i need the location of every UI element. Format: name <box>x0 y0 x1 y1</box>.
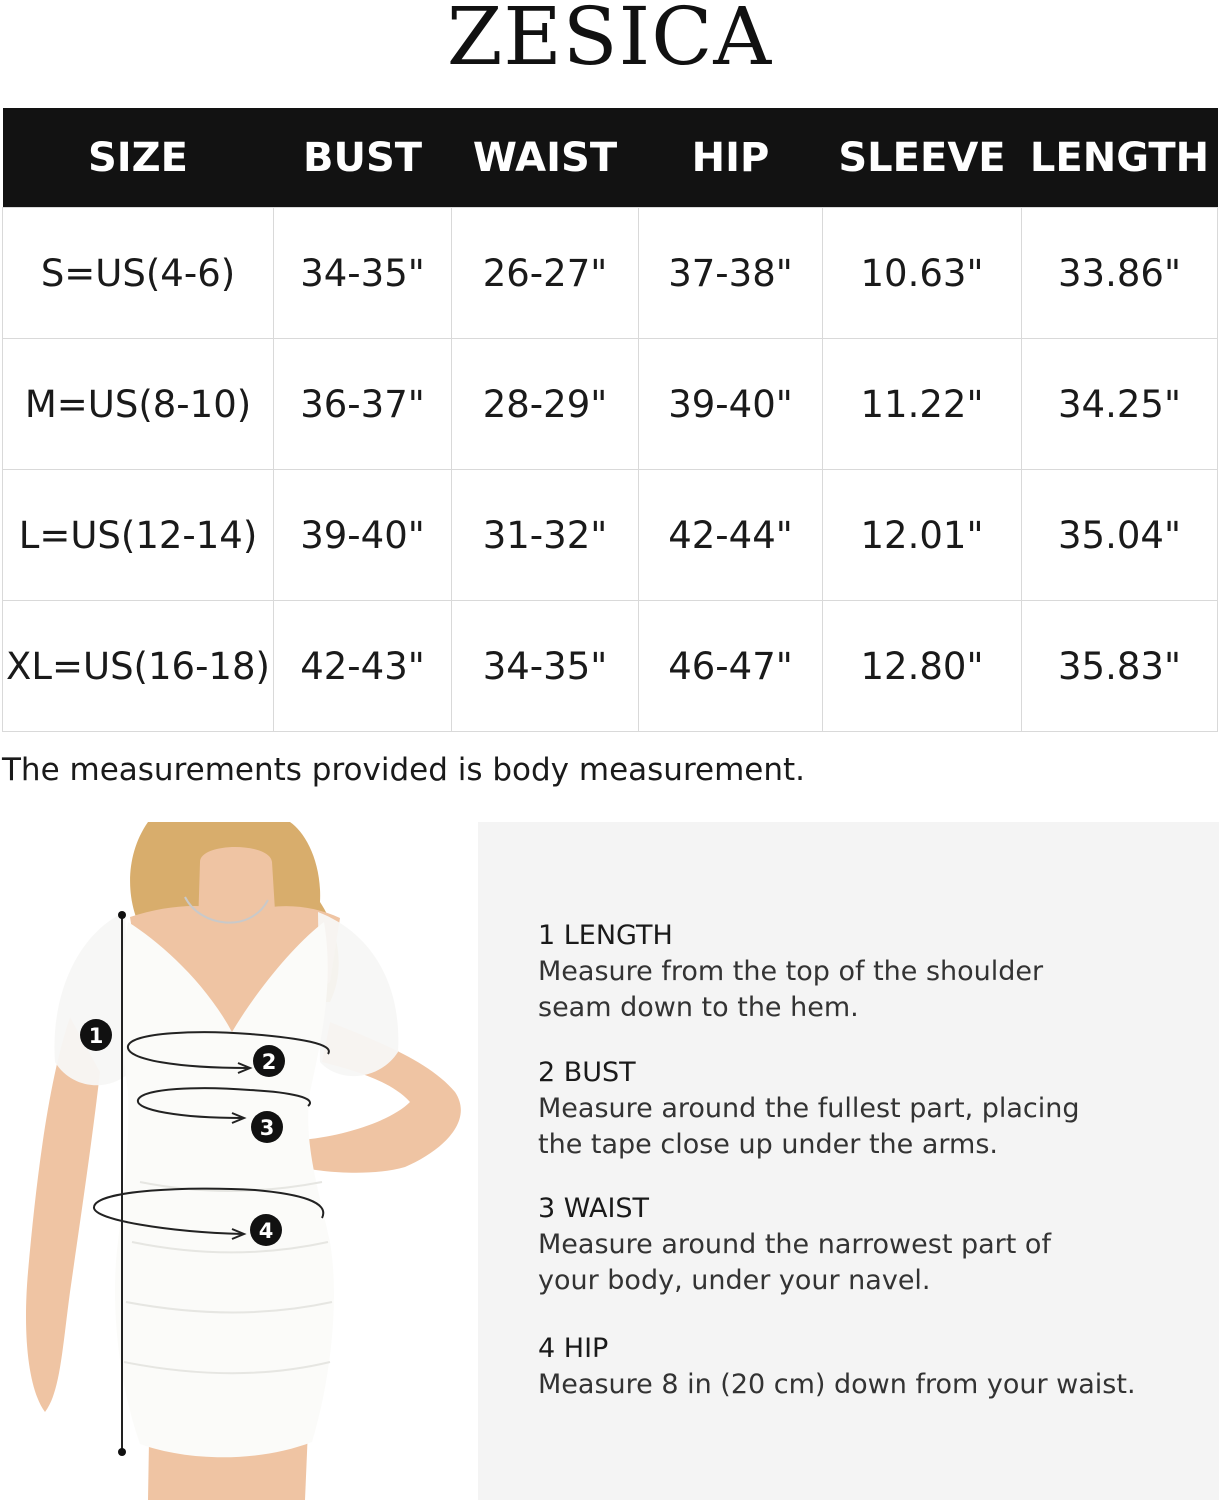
waist-cell: 34-35" <box>452 601 639 732</box>
header-size: SIZE <box>3 108 274 208</box>
marker-1 <box>80 1019 112 1051</box>
bust-cell: 42-43" <box>274 601 452 732</box>
marker-2-label: 2 <box>261 1050 277 1074</box>
hip-cell: 37-38" <box>639 208 823 339</box>
guide-hip-title: 4 HIP <box>538 1333 609 1364</box>
hip-cell: 39-40" <box>639 339 823 470</box>
size-chart-table <box>2 108 1218 732</box>
sleeve-cell: 10.63" <box>823 208 1022 339</box>
guide-hip-line1: Measure 8 in (20 cm) down from your waist. <box>538 1369 1136 1400</box>
header-length: LENGTH <box>1022 108 1218 208</box>
measurement-note: The measurements provided is body measurement. <box>2 752 806 788</box>
length-top-dot <box>118 911 126 919</box>
table-row <box>3 208 1218 339</box>
table-row <box>3 601 1218 732</box>
guide-bust <box>538 1055 1178 1163</box>
bust-cell: 39-40" <box>274 470 452 601</box>
guide-hip <box>538 1331 1178 1403</box>
guide-waist-line2: your body, under your navel. <box>538 1265 931 1296</box>
header-waist: WAIST <box>452 108 639 208</box>
guide-bust-title: 2 BUST <box>538 1057 636 1088</box>
table-row <box>3 339 1218 470</box>
bust-cell: 36-37" <box>274 339 452 470</box>
brand-logo: ZESICA <box>446 0 773 83</box>
hip-cell: 42-44" <box>639 470 823 601</box>
waist-cell: 26-27" <box>452 208 639 339</box>
length-bottom-dot <box>118 1448 126 1456</box>
size-cell: L=US(12-14) <box>3 470 274 601</box>
header-bust: BUST <box>274 108 452 208</box>
marker-3-label: 3 <box>259 1116 275 1140</box>
guide-bust-line1: Measure around the fullest part, placing <box>538 1093 1080 1124</box>
sleeve-cell: 12.01" <box>823 470 1022 601</box>
length-cell: 35.83" <box>1022 601 1218 732</box>
marker-3 <box>251 1111 283 1143</box>
model-photo <box>0 822 478 1500</box>
guide-waist <box>538 1191 1178 1299</box>
hip-cell: 46-47" <box>639 601 823 732</box>
length-cell: 34.25" <box>1022 339 1218 470</box>
table-row <box>3 470 1218 601</box>
marker-4 <box>250 1214 282 1246</box>
size-cell: M=US(8-10) <box>3 339 274 470</box>
guide-waist-line1: Measure around the narrowest part of <box>538 1229 1051 1260</box>
guide-length <box>538 918 1178 1026</box>
sleeve-cell: 11.22" <box>823 339 1022 470</box>
bust-cell: 34-35" <box>274 208 452 339</box>
guide-length-line1: Measure from the top of the shoulder <box>538 956 1044 987</box>
marker-1-label: 1 <box>88 1024 104 1048</box>
right-sleeve <box>318 912 398 1076</box>
waist-cell: 28-29" <box>452 339 639 470</box>
measurement-guide <box>478 822 1219 1500</box>
marker-2 <box>253 1045 285 1077</box>
table-header-row <box>3 108 1218 208</box>
marker-4-label: 4 <box>258 1219 274 1243</box>
length-cell: 35.04" <box>1022 470 1218 601</box>
length-cell: 33.86" <box>1022 208 1218 339</box>
waist-cell: 31-32" <box>452 470 639 601</box>
guide-bust-line2: the tape close up under the arms. <box>538 1129 998 1160</box>
guide-waist-title: 3 WAIST <box>538 1193 650 1224</box>
left-sleeve <box>54 912 130 1085</box>
header-hip: HIP <box>639 108 823 208</box>
guide-length-line2: seam down to the hem. <box>538 992 859 1023</box>
sleeve-cell: 12.80" <box>823 601 1022 732</box>
size-cell: S=US(4-6) <box>3 208 274 339</box>
header-sleeve: SLEEVE <box>823 108 1022 208</box>
guide-length-title: 1 LENGTH <box>538 920 673 951</box>
size-cell: XL=US(16-18) <box>3 601 274 732</box>
